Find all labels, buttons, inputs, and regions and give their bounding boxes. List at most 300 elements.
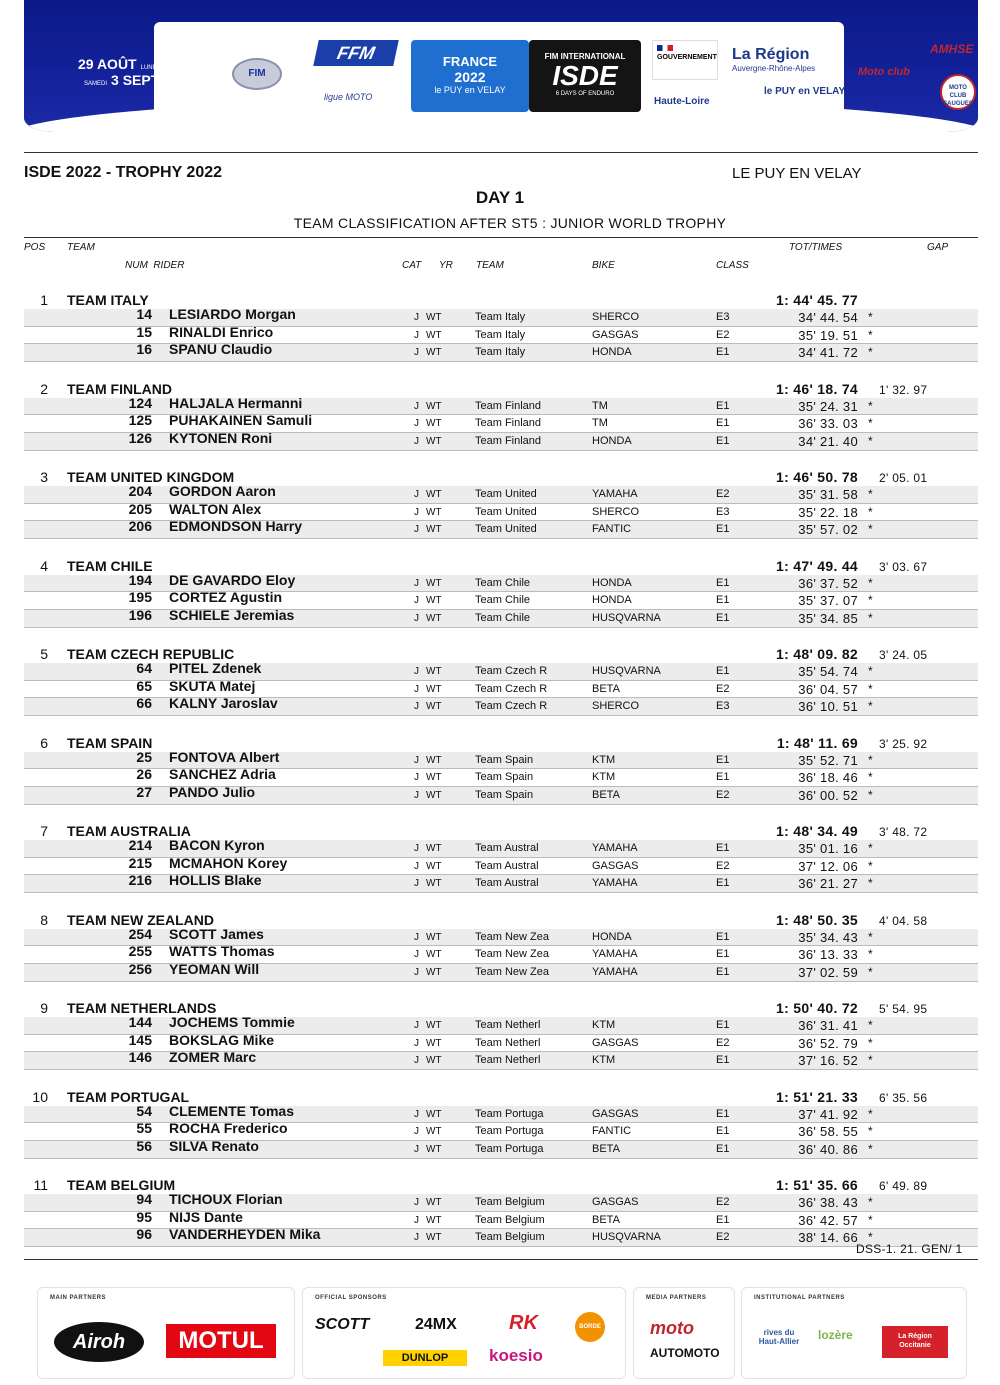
rider-name: PITEL Zdenek [169,660,262,676]
rider-name: PUHAKAINEN Samuli [169,412,313,429]
rider-team: Team Italy [475,346,526,359]
team-total-time: 1: 48' 11. 69 [776,734,858,751]
rider-bike: HUSQVARNA [592,611,661,624]
rider-year: WT [426,1055,442,1067]
rider-category: J [414,612,419,624]
isde-logo-line3: 6 DAYS OF ENDURO [555,91,615,97]
rider-category: J [414,1126,419,1138]
moto-club-saugues-logo: MOTO CLUB SAUGUES [940,74,976,110]
rider-bike: BETA [592,1142,620,1155]
rider-bike: YAMAHA [592,877,638,890]
scott-logo: SCOTT [315,1316,370,1333]
team-position: 8 [40,911,48,928]
rider-counted-marker: * [868,1035,873,1050]
col-header-class: CLASS [716,260,749,271]
team-total-time: 1: 51' 35. 66 [776,1177,858,1193]
rider-team: Team Finland [475,434,542,447]
rider-counted-marker: * [868,398,873,413]
team-name: TEAM CZECH REPUBLIC [67,646,235,662]
rider-bike: TM [592,399,608,412]
team-position: 9 [40,1000,48,1016]
rider-row [24,500,978,522]
rider-team: Team New Zea [475,948,549,961]
rider-number: 144 [128,1014,152,1030]
rider-time: 35' 34. 43 [798,929,858,945]
rider-team: Team Austral [475,877,539,890]
rider-row [24,748,978,770]
rider-bike: KTM [592,1019,616,1031]
rider-name: HOLLIS Blake [169,872,262,889]
rider-name: MCMAHON Korey [169,854,288,871]
rider-row [24,1014,978,1035]
rider-row [24,837,978,858]
results-table [24,290,978,1264]
team-gap: 3' 24. 05 [879,648,928,662]
rider-bike: YAMAHA [592,965,638,978]
rider-bike: FANTIC [592,1125,632,1138]
rider-counted-marker: * [868,610,873,625]
rider-name: ZOMER Marc [169,1049,257,1066]
team-row [24,1175,978,1194]
team-block [24,1087,978,1176]
team-row [24,556,978,575]
rider-name: SCOTT James [169,925,264,942]
rider-bike: KTM [592,1054,616,1067]
rider-row [24,943,978,964]
rider-year: WT [426,400,442,412]
rider-counted-marker: * [868,1018,873,1032]
event-dates [78,56,163,88]
motul-logo: MOTUL [166,1324,276,1358]
rider-category: J [414,347,419,359]
rider-team: Team Austral [475,842,539,854]
isde-logo [529,40,641,112]
rider-row [24,1120,978,1141]
rider-name: YEOMAN Will [169,960,260,977]
rider-number: 124 [128,394,152,411]
team-gap: 2' 05. 01 [879,471,928,485]
rider-row [24,412,978,433]
rider-category: J [414,1197,419,1208]
rider-class: E1 [716,1054,730,1067]
rider-year: WT [426,878,442,890]
rider-time: 37' 02. 59 [798,964,858,980]
rider-year: WT [426,418,442,430]
rider-name: RINALDI Enrico [169,323,274,340]
rider-category: J [414,878,419,890]
rider-bike: TM [592,417,608,430]
rider-time: 36' 38. 43 [798,1195,858,1210]
rider-class: E1 [716,399,730,412]
document-title: ISDE 2022 - TROPHY 2022 [24,164,223,181]
rider-category: J [414,683,419,695]
team-total-time: 1: 46' 50. 78 [776,469,858,485]
koesio-logo: koesio [489,1346,543,1365]
rider-number: 54 [136,1102,152,1119]
rider-class: E1 [716,771,730,784]
team-position: 7 [40,823,48,839]
institutional-partners-panel [741,1287,967,1379]
rider-counted-marker: * [868,433,873,448]
rider-class: E1 [716,594,730,607]
col-header-bike: BIKE [592,260,615,271]
rider-number: 256 [128,960,152,977]
col-header-yr: YR [439,260,453,271]
rider-name: SKUTA Matej [169,677,256,694]
team-gap: 3' 48. 72 [879,825,928,839]
rider-category: J [414,754,419,766]
rider-number: 27 [136,783,152,800]
rider-number: 254 [128,925,152,942]
rider-class: E1 [716,665,730,677]
rider-year: WT [426,595,442,607]
team-position: 10 [32,1088,48,1105]
team-row [24,1087,978,1106]
rider-bike: BETA [592,682,620,695]
rider-row [24,677,978,699]
rider-counted-marker: * [868,770,873,785]
region-sub-label: Auvergne-Rhône-Alpes [732,64,816,73]
rider-time: 35' 01. 16 [798,841,858,856]
rider-team: Team Italy [475,328,526,341]
rider-category: J [414,1020,419,1031]
rider-category: J [414,1143,419,1155]
rider-class: E2 [716,488,730,500]
rider-number: 15 [136,323,152,340]
rider-time: 37' 16. 52 [798,1053,858,1069]
team-block [24,379,978,468]
rider-number: 16 [136,341,152,358]
team-total-time: 1: 48' 09. 82 [776,646,858,662]
rider-name: JOCHEMS Tommie [169,1014,295,1030]
rider-time: 35' 19. 51 [798,327,858,343]
rider-class: E1 [716,611,730,624]
rider-bike: SHERCO [592,700,640,713]
team-position: 6 [40,734,48,751]
rider-class: E1 [716,576,730,589]
rider-time: 34' 44. 54 [798,310,858,325]
team-gap: 4' 04. 58 [879,913,928,928]
puy-en-velay-logo: le PUY en VELAY [764,86,846,97]
rider-class: E1 [716,1019,730,1031]
rider-bike: HUSQVARNA [592,665,661,677]
french-flag-icon [657,45,673,51]
rider-time: 35' 52. 71 [798,752,858,768]
rider-counted-marker: * [868,787,873,802]
team-total-time: 1: 48' 50. 35 [776,911,858,928]
france-logo-line3: le PUY en VELAY [434,85,506,95]
rider-row [24,571,978,593]
rider-row [24,606,978,628]
rider-bike: SHERCO [592,311,640,323]
rider-name: DE GAVARDO Eloy [169,571,296,588]
team-block [24,733,978,822]
team-name: TEAM AUSTRALIA [67,823,191,839]
team-gap: 1' 32. 97 [879,382,928,397]
team-total-time: 1: 50' 40. 72 [776,1000,858,1016]
rider-name: LESIARDO Morgan [169,306,296,322]
rider-counted-marker: * [868,487,873,501]
rider-class: E2 [716,788,730,801]
team-row [24,379,978,398]
rider-name: SILVA Renato [169,1137,259,1154]
rider-year: WT [426,931,442,943]
rider-bike: HONDA [592,594,632,607]
team-position: 2 [40,380,48,397]
col-header-num-rider: NUM RIDER [125,260,185,271]
rider-time: 36' 37. 52 [798,575,858,591]
rider-counted-marker: * [868,947,873,962]
rider-number: 56 [136,1137,152,1154]
rider-name: EDMONDSON Harry [169,518,303,535]
team-name: TEAM FINLAND [67,380,172,397]
rider-time: 36' 42. 57 [798,1212,858,1228]
rider-counted-marker: * [868,327,873,342]
rider-bike: GASGAS [592,1196,639,1208]
team-total-time: 1: 44' 45. 77 [776,292,858,308]
rider-counted-marker: * [868,929,873,944]
rider-number: 215 [128,854,152,871]
rider-name: WATTS Thomas [169,943,275,960]
date-start: 29 AOÛT [78,56,137,72]
moto-verte-logo: moto [650,1318,694,1338]
rider-time: 37' 12. 06 [798,858,858,874]
rider-bike: YAMAHA [592,948,638,961]
ffm-logo: FFM [313,40,399,66]
team-row [24,467,978,486]
rider-name: VANDERHEYDEN Mika [169,1226,321,1243]
rider-row [24,306,978,327]
france-logo-line2: 2022 [454,69,486,85]
rider-year: WT [426,1232,442,1244]
ligue-logo: ligue MOTO [324,92,373,102]
media-partners-label: MEDIA PARTNERS [646,1295,707,1301]
rider-counted-marker: * [868,699,873,714]
rider-team: Team United [475,488,537,500]
rider-row [24,1226,978,1247]
rider-team: Team New Zea [475,965,549,978]
team-name: TEAM SPAIN [67,734,153,751]
team-total-time: 1: 46' 18. 74 [776,380,858,397]
rider-row [24,429,978,451]
rider-number: 66 [136,695,152,712]
rk-logo: RK [509,1312,538,1334]
rider-class: E1 [716,965,730,978]
rider-time: 36' 13. 33 [798,947,858,963]
team-block [24,644,978,733]
rider-class: E1 [716,1142,730,1155]
rider-name: CLEMENTE Tomas [169,1102,294,1119]
rider-row [24,1031,978,1053]
col-header-team: TEAM [67,242,95,253]
rider-year: WT [426,1143,442,1155]
team-name: TEAM UNITED KINGDOM [67,469,235,485]
rider-category: J [414,435,419,447]
rider-year: WT [426,329,442,341]
rider-time: 35' 37. 07 [798,593,858,609]
rider-time: 37' 41. 92 [798,1106,858,1122]
rider-counted-marker: * [868,1230,873,1245]
rider-year: WT [426,1197,442,1208]
rider-class: E2 [716,1231,730,1244]
rider-number: 214 [128,837,152,853]
rider-row [24,1102,978,1124]
team-block [24,910,978,999]
gouvernement-logo [652,40,718,80]
rider-name: KALNY Jaroslav [169,695,278,712]
team-name: TEAM ITALY [67,292,149,308]
rider-bike: GASGAS [592,328,639,341]
rider-number: 255 [128,943,152,960]
gouvernement-label: GOUVERNEMENT [657,54,717,61]
rider-counted-marker: * [868,1106,873,1121]
team-block [24,998,978,1087]
rider-bike: KTM [592,753,616,766]
rider-year: WT [426,1108,442,1120]
rider-name: NIJS Dante [169,1208,243,1225]
team-gap: 6' 49. 89 [879,1179,928,1193]
rider-row [24,925,978,947]
rider-team: Team Chile [475,576,531,589]
rider-bike: YAMAHA [592,842,638,854]
24mx-logo: 24MX [415,1316,457,1333]
event-location: LE PUY EN VELAY [732,165,862,182]
rider-counted-marker: * [868,1141,873,1156]
rider-row [24,323,978,345]
rider-year: WT [426,435,442,447]
rider-name: FONTOVA Albert [169,748,280,765]
rider-number: 194 [128,571,152,588]
rider-time: 34' 21. 40 [798,433,858,449]
rider-bike: HONDA [592,434,632,447]
rider-counted-marker: * [868,504,873,519]
rider-number: 146 [128,1049,152,1066]
rider-row [24,483,978,504]
rider-category: J [414,860,419,872]
col-header-gap: GAP [927,242,949,253]
rider-row [24,1049,978,1070]
rider-category: J [414,400,419,412]
team-row [24,998,978,1017]
col-header-pos: POS [24,242,46,253]
institutional-partners-label: INSTITUTIONAL PARTNERS [754,1295,845,1301]
rider-team: Team Finland [475,417,542,430]
rider-team: Team Portuga [475,1142,544,1155]
team-name: TEAM NETHERLANDS [67,1000,217,1016]
day-heading: DAY 1 [475,188,525,207]
rider-name: CORTEZ Agustin [169,589,283,606]
main-partners-panel [37,1287,295,1379]
team-name: TEAM PORTUGAL [67,1088,190,1105]
team-position: 1 [40,292,48,308]
rider-row [24,1208,978,1230]
rider-year: WT [426,966,442,978]
rider-time: 36' 58. 55 [798,1124,858,1140]
rider-row [24,394,978,416]
rider-number: 216 [128,872,152,889]
col-header-cat: CAT [402,260,422,271]
rider-year: WT [426,843,442,854]
rider-counted-marker: * [868,1195,873,1209]
rider-time: 38' 14. 66 [798,1230,858,1246]
rider-year: WT [426,1037,442,1049]
rider-class: E2 [716,328,730,341]
rider-name: BOKSLAG Mike [169,1031,275,1048]
rider-category: J [414,312,419,323]
rider-class: E1 [716,948,730,961]
rider-counted-marker: * [868,964,873,979]
rider-name: SANCHEZ Adria [169,766,276,783]
team-row [24,644,978,663]
rider-name: SCHIELE Jeremias [169,606,295,623]
rider-year: WT [426,506,442,518]
rider-row [24,854,978,876]
rider-team: Team Belgium [475,1231,545,1244]
isde-logo-line1: FIM INTERNATIONAL [544,52,626,61]
rider-bike: HONDA [592,576,632,589]
event-banner [24,0,978,132]
team-gap: 6' 35. 56 [879,1090,928,1105]
team-row [24,821,978,840]
airoh-logo: Airoh [54,1322,144,1362]
rider-category: J [414,1037,419,1049]
rider-category: J [414,701,419,713]
rider-time: 36' 31. 41 [798,1018,858,1033]
rider-category: J [414,329,419,341]
team-block [24,467,978,556]
rider-year: WT [426,772,442,784]
rider-row [24,518,978,539]
rider-bike: YAMAHA [592,488,638,500]
main-partners-label: MAIN PARTNERS [50,1295,107,1301]
rider-category: J [414,931,419,943]
classification-subtitle: TEAM CLASSIFICATION AFTER ST5 : JUNIOR WORLD TROPHY [293,215,727,231]
rider-counted-marker: * [868,1053,873,1068]
rider-time: 36' 18. 46 [798,770,858,786]
rider-name: WALTON Alex [169,500,262,517]
rider-category: J [414,843,419,854]
rider-class: E3 [716,700,730,713]
rider-time: 36' 10. 51 [798,699,858,715]
rider-team: Team Belgium [475,1196,545,1208]
rider-time: 36' 52. 79 [798,1035,858,1051]
official-sponsors-label: OFFICIAL SPONSORS [315,1295,387,1301]
rider-time: 36' 40. 86 [798,1141,858,1157]
rider-category: J [414,1232,419,1244]
date-start-day: LUNDI [140,65,159,71]
rider-counted-marker: * [868,310,873,324]
rider-row [24,872,978,893]
date-end: 3 SEPT. [111,72,162,88]
rider-category: J [414,949,419,961]
rider-team: Team Netherl [475,1019,541,1031]
rider-category: J [414,1055,419,1067]
rider-year: WT [426,789,442,801]
rider-number: 55 [136,1120,152,1137]
rider-class: E1 [716,1107,730,1120]
fim-logo: FIM [232,58,282,90]
rider-team: Team Italy [475,311,526,323]
rider-counted-marker: * [868,681,873,696]
rider-time: 36' 33. 03 [798,416,858,432]
rider-class: E3 [716,311,730,323]
borde-logo: BORDE [575,1312,605,1342]
rider-year: WT [426,612,442,624]
rider-category: J [414,1108,419,1120]
team-row [24,290,978,309]
team-row [24,910,978,929]
moto-club-logo: Moto club [858,66,910,78]
